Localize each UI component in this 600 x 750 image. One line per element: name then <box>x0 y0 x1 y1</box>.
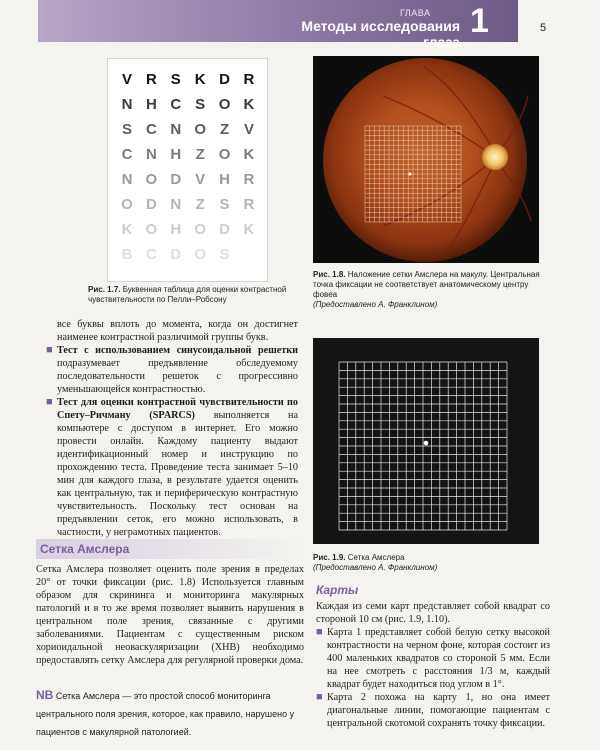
bullet-sparcs-title: Тест для оценки контрастной чувствительности по Спету–Ричману (SPARCS) <box>57 397 298 421</box>
chart-letter: Z <box>219 121 230 138</box>
figure-1-7-text: Буквенная таблица для оценки контрастной чувствительности по Пелли–Робсону <box>88 285 287 304</box>
bullet-card-2-text: Карта 2 похожа на карту 1, но она имеет диагональные линии, помогающие пациентам с центральной скотомой сохранять точку фиксации. <box>327 692 550 729</box>
chart-letter: N <box>170 121 182 138</box>
maps-intro: Каждая из семи карт представляет собой квадрат со стороной 10 см (рис. 1.9, 1.10). <box>316 601 550 625</box>
figure-1-9-caption <box>313 553 545 573</box>
chart-letter: O <box>194 246 206 263</box>
figure-1-7-caption <box>88 285 298 305</box>
bullet-sinusoidal-text: подразумевает предъявление обследуемому последовательности решеток с прогрессивно уменьшающейся контрастностью. <box>57 358 298 395</box>
amsler-grid-lines <box>339 362 507 530</box>
chapter-number: 1 <box>470 2 489 40</box>
amsler-grid-overlay <box>365 126 461 222</box>
chart-letter: R <box>243 71 255 88</box>
chart-letter: C <box>121 146 133 163</box>
amsler-paragraph: Сетка Амслера позволяет оценить поле зрения в пределах 20° от точки фиксации (рис. 1.8) Используется главным образом для скрининга и мониторинга макулярных патологий и в то же время позволяет выявить нарушения в центральном поле зрения, связанные с другими заболеваниями. Пациентам с существенным риском хориоидальной неоваскуляризации (ХНВ) необходимо предоставлять сетку Амслера для регулярной проверки дома. <box>36 564 304 666</box>
chart-letter: D <box>145 196 157 213</box>
figure-1-9-label: Рис. 1.9. <box>313 553 346 562</box>
bullet-card-1 <box>316 626 550 691</box>
figure-1-8-caption <box>313 270 545 310</box>
bullet-sinusoidal <box>46 344 298 396</box>
left-column-text <box>46 318 298 539</box>
chart-letter: C <box>145 246 157 263</box>
chart-letter: H <box>170 146 182 163</box>
chart-letter: S <box>170 71 181 88</box>
bullet-card-1-text: Карта 1 представляет собой белую сетку высокой контрастности на черном фоне, которая состоит из 400 маленьких квадратов со стороной 5 мм. Если на нее смотреть с расстояния 1/3 м, каждый квадрат будет находиться под углом в 1°. <box>327 627 550 690</box>
chart-letter: D <box>170 246 182 263</box>
chart-letter: V <box>195 171 206 188</box>
bullet-icon: ■ <box>46 344 53 356</box>
fundus-photo-amsler-overlay <box>313 56 539 263</box>
chart-letter: H <box>219 171 230 188</box>
bullet-icon: ■ <box>316 691 323 703</box>
chart-letter: K <box>243 146 255 163</box>
chart-letter: O <box>145 171 158 188</box>
chapter-word: ГЛАВА <box>400 8 431 18</box>
optic-disc <box>482 144 508 170</box>
chart-letter-row <box>118 246 258 263</box>
nb-text: Сетка Амслера — это простой способ мониторинга центрального поля зрения, которое, как правило, нарушено у пациентов с макулярной патологией. <box>36 691 295 737</box>
chart-letter: N <box>121 171 133 188</box>
nb-label: NB <box>36 688 54 702</box>
page-header <box>0 0 600 50</box>
chart-letter <box>240 246 258 263</box>
chart-letter-row <box>118 121 258 138</box>
chart-letter: O <box>145 221 158 238</box>
chart-letter-row <box>118 221 258 238</box>
chart-letter: D <box>170 171 182 188</box>
bullet-sparcs-text: выполняется на компьютере с доступом в интернет. Его можно провести онлайн. Каждому пациенту выдают идентификационный номер и инструкцию по прохождению теста. Проведение теста занимает 5–10 мин для каждого глаза, в результате удается оценить как центральную, так и периферическую контрастную чувствительность. Поскольку тест основан на предъявлении сеток, его можно использовать, в частности, у неграмотных пациентов. <box>57 410 298 538</box>
bullet-icon: ■ <box>316 626 323 638</box>
figure-1-8-credit: (Предоставлено А. Франклином) <box>313 300 438 309</box>
chart-letter: H <box>145 96 157 113</box>
chart-letter: S <box>219 196 230 213</box>
chart-letter: K <box>194 71 206 88</box>
bullet-sinusoidal-title: Тест с использованием синусоидальной решетки <box>57 345 298 356</box>
chart-letter: D <box>219 221 230 238</box>
chart-letter: O <box>218 96 231 113</box>
chart-letter: R <box>145 71 157 88</box>
chart-letter: K <box>243 96 255 113</box>
chart-letter: D <box>219 71 230 88</box>
chart-letter: V <box>243 121 254 138</box>
chart-letter-row <box>118 71 258 88</box>
nb-note <box>36 686 304 740</box>
figure-1-9-credit: (Предоставлено А. Франклином) <box>313 563 438 572</box>
chart-letter: O <box>194 221 206 238</box>
bullet-sparcs <box>46 396 298 539</box>
chart-letter: H <box>170 221 182 238</box>
chart-letter: Z <box>195 146 205 163</box>
pelli-robson-chart <box>107 58 268 282</box>
chart-letter: R <box>243 196 255 213</box>
chart-letter-row <box>118 146 258 163</box>
subheading-maps: Карты <box>316 583 359 597</box>
amsler-grid-image <box>313 338 539 544</box>
figure-1-8-label: Рис. 1.8. <box>313 270 346 279</box>
fundus-image <box>313 56 539 263</box>
chart-letter: N <box>145 146 157 163</box>
chart-letter: O <box>194 121 206 138</box>
figure-1-8-text: Наложение сетки Амслера на макулу. Центральная точка фиксации не соответствует анатомическому центру фовеа <box>313 270 540 299</box>
chart-letter-row <box>118 96 258 113</box>
figure-1-7-label: Рис. 1.7. <box>88 285 121 294</box>
amsler-grid-figure <box>313 338 539 544</box>
chart-letter: C <box>170 96 182 113</box>
page-number: 5 <box>540 22 547 34</box>
fixation-point <box>409 173 412 176</box>
section-heading-amsler <box>36 539 304 559</box>
section-heading-text: Сетка Амслера <box>40 542 130 556</box>
chart-letter: O <box>121 196 133 213</box>
chart-letter-row <box>118 196 258 213</box>
chart-letter: S <box>219 246 230 263</box>
chart-letter: C <box>145 121 157 138</box>
right-column-text <box>316 600 550 730</box>
bullet-icon: ■ <box>46 396 53 408</box>
chart-letter: R <box>243 171 255 188</box>
chart-letter: N <box>121 96 133 113</box>
chapter-title: Методы исследования глаза <box>301 18 460 50</box>
chart-letter: K <box>243 221 255 238</box>
chart-letter: B <box>121 246 133 263</box>
figure-1-9-text: Сетка Амслера <box>347 553 405 562</box>
chart-letter: N <box>170 196 182 213</box>
amsler-center-dot <box>424 441 429 446</box>
chart-letter-row <box>118 171 258 188</box>
chart-letter: V <box>121 71 132 88</box>
chart-letter: S <box>121 121 132 138</box>
intro-paragraph: все буквы вплоть до момента, когда он достигнет наименее контрастной различимой группы букв. <box>57 319 298 343</box>
chart-letter: Z <box>195 196 205 213</box>
chart-letter: O <box>218 146 231 163</box>
chart-letter: S <box>195 96 206 113</box>
chart-letter: K <box>121 221 133 238</box>
bullet-card-2 <box>316 691 550 730</box>
